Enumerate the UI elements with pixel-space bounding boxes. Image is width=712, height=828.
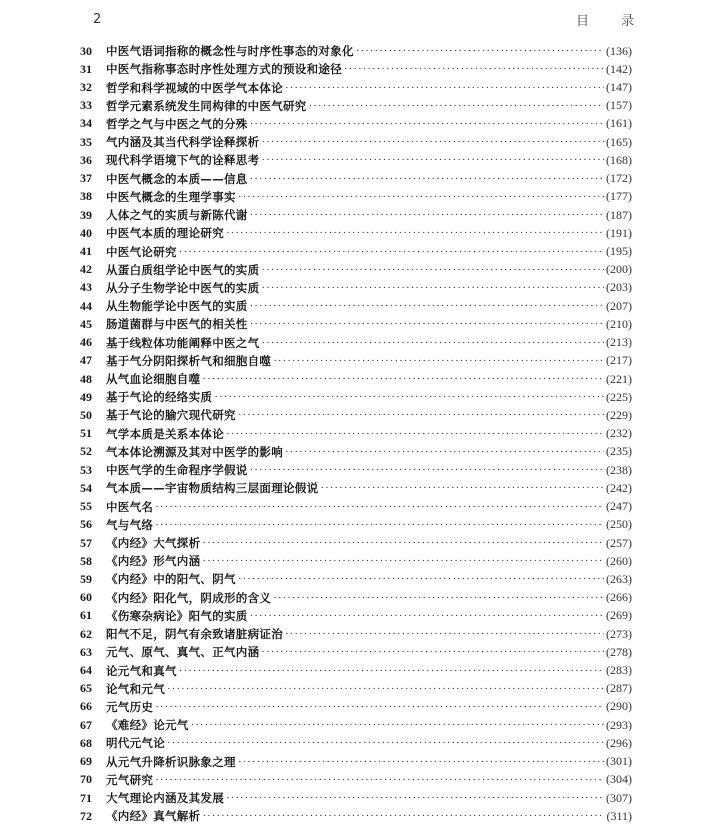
entry-page: (165) bbox=[606, 134, 632, 149]
dot-leader bbox=[250, 300, 604, 312]
dot-leader bbox=[202, 537, 604, 549]
toc-entry[interactable] bbox=[80, 680, 632, 698]
entry-number: 52 bbox=[80, 444, 92, 459]
dot-leader bbox=[202, 373, 604, 385]
dot-leader bbox=[238, 191, 604, 203]
dot-leader bbox=[261, 136, 604, 148]
entry-title: 元气、原气、真气、正气内涵 bbox=[106, 645, 260, 660]
dot-leader bbox=[344, 63, 604, 75]
toc-entry[interactable] bbox=[80, 570, 632, 588]
toc-entry[interactable] bbox=[80, 643, 632, 661]
entry-page: (225) bbox=[606, 389, 632, 404]
toc-entry[interactable] bbox=[80, 133, 632, 151]
dot-leader bbox=[155, 501, 604, 513]
dot-leader bbox=[320, 482, 604, 494]
entry-page: (238) bbox=[606, 462, 632, 477]
toc-entry[interactable] bbox=[80, 279, 632, 297]
entry-number: 31 bbox=[80, 61, 92, 76]
entry-title: 气内涵及其当代科学诠释探析 bbox=[106, 135, 260, 150]
entry-number: 72 bbox=[80, 808, 92, 823]
entry-page: (260) bbox=[606, 553, 632, 568]
dot-leader bbox=[273, 592, 604, 604]
entry-number: 40 bbox=[80, 225, 92, 240]
toc-entry[interactable] bbox=[80, 370, 632, 388]
entry-page: (147) bbox=[606, 80, 632, 95]
entry-number: 65 bbox=[80, 681, 92, 696]
entry-number: 47 bbox=[80, 353, 92, 368]
entry-page: (311) bbox=[606, 808, 632, 823]
entry-title: 中医气学的生命程序学假说 bbox=[106, 463, 248, 478]
entry-number: 34 bbox=[80, 116, 92, 131]
dot-leader bbox=[179, 246, 604, 258]
toc-entry[interactable] bbox=[80, 789, 632, 807]
dot-leader bbox=[238, 573, 604, 585]
dot-leader bbox=[155, 701, 604, 713]
toc-entry[interactable] bbox=[80, 497, 632, 515]
dot-leader bbox=[202, 810, 604, 822]
entry-page: (269) bbox=[606, 608, 632, 623]
toc-entry[interactable] bbox=[80, 734, 632, 752]
entry-title: 中医气指称事态时序性处理方式的预设和途径 bbox=[106, 62, 342, 77]
entry-page: (296) bbox=[606, 735, 632, 750]
dot-leader bbox=[261, 646, 604, 658]
dot-leader bbox=[238, 409, 604, 421]
entry-title: 《伤寒杂病论》阳气的实质 bbox=[106, 608, 248, 623]
entry-title: 气本体论溯源及其对中医学的影响 bbox=[106, 444, 283, 459]
entry-page: (177) bbox=[606, 189, 632, 204]
entry-page: (242) bbox=[606, 480, 632, 495]
entry-number: 37 bbox=[80, 171, 92, 186]
entry-title: 肠道菌群与中医气的相关性 bbox=[106, 317, 248, 332]
toc-entry[interactable] bbox=[80, 771, 632, 789]
running-title: 目 录 bbox=[576, 14, 649, 29]
entry-number: 36 bbox=[80, 152, 92, 167]
entry-page: (247) bbox=[606, 499, 632, 514]
entry-number: 66 bbox=[80, 699, 92, 714]
entry-number: 63 bbox=[80, 644, 92, 659]
entry-number: 69 bbox=[80, 754, 92, 769]
entry-title: 中医气本质的理论研究 bbox=[106, 226, 224, 241]
entry-title: 基于线粒体功能阐释中医之气 bbox=[106, 335, 260, 350]
entry-title: 从元气升降析识脉象之理 bbox=[106, 754, 236, 769]
entry-number: 59 bbox=[80, 571, 92, 586]
entry-title: 《内经》阳化气，阴成形的含义 bbox=[106, 590, 272, 605]
toc-entry[interactable] bbox=[80, 589, 632, 607]
entry-number: 42 bbox=[80, 262, 92, 277]
entry-page: (250) bbox=[606, 517, 632, 532]
entry-number: 55 bbox=[80, 499, 92, 514]
dot-leader bbox=[250, 610, 604, 622]
toc-entry[interactable] bbox=[80, 115, 632, 133]
entry-page: (161) bbox=[606, 116, 632, 131]
toc-entry[interactable] bbox=[80, 60, 632, 78]
entry-page: (187) bbox=[606, 207, 632, 222]
dot-leader bbox=[167, 737, 604, 749]
dot-leader bbox=[285, 82, 604, 94]
entry-number: 62 bbox=[80, 626, 92, 641]
page-number: 2 bbox=[93, 12, 102, 27]
toc-entry[interactable] bbox=[80, 661, 632, 679]
toc-entry[interactable] bbox=[80, 406, 632, 424]
entry-number: 35 bbox=[80, 134, 92, 149]
toc-entry[interactable] bbox=[80, 188, 632, 206]
entry-page: (257) bbox=[606, 535, 632, 550]
entry-title: 中医气语词指称的概念性与时序性事态的对象化 bbox=[106, 44, 354, 59]
dot-leader bbox=[261, 264, 604, 276]
entry-title: 基于气论的经络实质 bbox=[106, 390, 213, 405]
entry-page: (195) bbox=[606, 244, 632, 259]
entry-title: 明代元气论 bbox=[106, 736, 165, 751]
toc-entry[interactable] bbox=[80, 552, 632, 570]
toc-entry[interactable] bbox=[80, 625, 632, 643]
entry-title: 基于气论的腧穴现代研究 bbox=[106, 408, 236, 423]
dot-leader bbox=[167, 683, 604, 695]
entry-page: (217) bbox=[606, 353, 632, 368]
entry-page: (136) bbox=[606, 43, 632, 58]
entry-page: (273) bbox=[606, 626, 632, 641]
entry-title: 《内经》形气内涵 bbox=[106, 554, 201, 569]
entry-title: 从气血论细胞自噬 bbox=[106, 372, 201, 387]
entry-number: 67 bbox=[80, 717, 92, 732]
toc-entry[interactable] bbox=[80, 42, 632, 60]
dot-leader bbox=[226, 227, 604, 239]
entry-number: 51 bbox=[80, 426, 92, 441]
dot-leader bbox=[191, 719, 604, 731]
entry-title: 元气研究 bbox=[106, 772, 154, 787]
entry-page: (301) bbox=[606, 754, 632, 769]
entry-number: 41 bbox=[80, 244, 92, 259]
entry-page: (304) bbox=[606, 772, 632, 787]
dot-leader bbox=[356, 45, 604, 57]
toc-entry[interactable] bbox=[80, 334, 632, 352]
dot-leader bbox=[202, 555, 604, 567]
dot-leader bbox=[261, 154, 604, 166]
entry-number: 70 bbox=[80, 772, 92, 787]
entry-title: 中医气论研究 bbox=[106, 244, 177, 259]
dot-leader bbox=[155, 519, 604, 531]
entry-number: 39 bbox=[80, 207, 92, 222]
entry-number: 50 bbox=[80, 407, 92, 422]
entry-title: 《内经》大气探析 bbox=[106, 536, 201, 551]
toc-entry[interactable] bbox=[80, 242, 632, 260]
entry-number: 56 bbox=[80, 517, 92, 532]
toc-entry[interactable] bbox=[80, 151, 632, 169]
entry-page: (232) bbox=[606, 426, 632, 441]
dot-leader bbox=[238, 756, 604, 768]
entry-page: (213) bbox=[606, 335, 632, 350]
toc-entry[interactable] bbox=[80, 443, 632, 461]
dot-leader bbox=[226, 792, 604, 804]
dot-leader bbox=[261, 282, 604, 294]
toc-entry[interactable] bbox=[80, 461, 632, 479]
dot-leader bbox=[155, 774, 604, 786]
entry-page: (142) bbox=[606, 61, 632, 76]
dot-leader bbox=[285, 446, 604, 458]
entry-page: (266) bbox=[606, 590, 632, 605]
entry-page: (229) bbox=[606, 407, 632, 422]
entry-number: 46 bbox=[80, 335, 92, 350]
toc-entry[interactable] bbox=[80, 224, 632, 242]
entry-number: 54 bbox=[80, 480, 92, 495]
dot-leader bbox=[250, 173, 604, 185]
dot-leader bbox=[261, 337, 604, 349]
dot-leader bbox=[226, 428, 604, 440]
toc-entry[interactable] bbox=[80, 753, 632, 771]
entry-title: 气学本质是关系本体论 bbox=[106, 426, 224, 441]
entry-title: 从生物能学论中医气的实质 bbox=[106, 299, 248, 314]
toc-entry[interactable] bbox=[80, 170, 632, 188]
entry-number: 38 bbox=[80, 189, 92, 204]
entry-number: 61 bbox=[80, 608, 92, 623]
dot-leader bbox=[309, 100, 604, 112]
entry-number: 45 bbox=[80, 316, 92, 331]
entry-page: (200) bbox=[606, 262, 632, 277]
toc-entry[interactable] bbox=[80, 206, 632, 224]
entry-title: 中医气概念的本质——信息 bbox=[106, 171, 248, 186]
entry-title: 气与气络 bbox=[106, 517, 154, 532]
entry-title: 中医气概念的生理学事实 bbox=[106, 189, 236, 204]
dot-leader bbox=[250, 318, 604, 330]
entry-page: (221) bbox=[606, 371, 632, 386]
entry-number: 68 bbox=[80, 735, 92, 750]
entry-title: 气本质——宇宙物质结构三层面理论假说 bbox=[106, 481, 319, 496]
entry-title: 哲学和科学视域的中医学气本体论 bbox=[106, 80, 283, 95]
entry-title: 从分子生物学论中医气的实质 bbox=[106, 280, 260, 295]
entry-title: 论元气和真气 bbox=[106, 663, 177, 678]
entry-number: 48 bbox=[80, 371, 92, 386]
entry-number: 33 bbox=[80, 98, 92, 113]
entry-number: 53 bbox=[80, 462, 92, 477]
entry-number: 60 bbox=[80, 590, 92, 605]
entry-title: 大气理论内涵及其发展 bbox=[106, 791, 224, 806]
entry-title: 阳气不足，阴气有余致诸脏病证治 bbox=[106, 627, 283, 642]
entry-page: (210) bbox=[606, 316, 632, 331]
toc-entry[interactable] bbox=[80, 607, 632, 625]
dot-leader bbox=[214, 391, 604, 403]
toc-entry[interactable] bbox=[80, 534, 632, 552]
toc-entry[interactable] bbox=[80, 388, 632, 406]
entry-title: 论气和元气 bbox=[106, 681, 165, 696]
entry-title: 哲学元素系统发生同构律的中医气研究 bbox=[106, 98, 307, 113]
entry-number: 57 bbox=[80, 535, 92, 550]
entry-page: (172) bbox=[606, 171, 632, 186]
dot-leader bbox=[179, 665, 604, 677]
entry-page: (203) bbox=[606, 280, 632, 295]
toc-entry[interactable] bbox=[80, 78, 632, 96]
table-of-contents bbox=[80, 42, 632, 825]
entry-title: 《内经》中的阳气、阴气 bbox=[106, 572, 236, 587]
entry-page: (278) bbox=[606, 644, 632, 659]
entry-page: (235) bbox=[606, 444, 632, 459]
toc-entry[interactable] bbox=[80, 516, 632, 534]
toc-entry[interactable] bbox=[80, 425, 632, 443]
toc-entry[interactable] bbox=[80, 698, 632, 716]
entry-page: (287) bbox=[606, 681, 632, 696]
entry-page: (191) bbox=[606, 225, 632, 240]
toc-entry[interactable] bbox=[80, 297, 632, 315]
entry-page: (293) bbox=[606, 717, 632, 732]
entry-title: 《难经》论元气 bbox=[106, 718, 189, 733]
entry-title: 从蛋白质组学论中医气的实质 bbox=[106, 262, 260, 277]
dot-leader bbox=[285, 628, 604, 640]
toc-entry[interactable] bbox=[80, 261, 632, 279]
toc-entry[interactable] bbox=[80, 352, 632, 370]
entry-title: 《内经》真气解析 bbox=[106, 809, 201, 824]
dot-leader bbox=[250, 209, 604, 221]
entry-number: 71 bbox=[80, 790, 92, 805]
entry-page: (157) bbox=[606, 98, 632, 113]
dot-leader bbox=[273, 355, 604, 367]
entry-title: 现代科学语境下气的诠释思考 bbox=[106, 153, 260, 168]
entry-page: (207) bbox=[606, 298, 632, 313]
toc-entry[interactable] bbox=[80, 479, 632, 497]
entry-page: (283) bbox=[606, 663, 632, 678]
entry-page: (168) bbox=[606, 152, 632, 167]
toc-entry[interactable] bbox=[80, 807, 632, 825]
entry-number: 64 bbox=[80, 663, 92, 678]
entry-title: 元气历史 bbox=[106, 699, 154, 714]
toc-entry[interactable] bbox=[80, 315, 632, 333]
entry-page: (263) bbox=[606, 571, 632, 586]
toc-entry[interactable] bbox=[80, 97, 632, 115]
toc-entry[interactable] bbox=[80, 716, 632, 734]
entry-title: 人体之气的实质与新陈代谢 bbox=[106, 208, 248, 223]
entry-title: 哲学之气与中医之气的分殊 bbox=[106, 116, 248, 131]
entry-title: 基于气分阴阳探析气和细胞自噬 bbox=[106, 353, 272, 368]
entry-number: 43 bbox=[80, 280, 92, 295]
dot-leader bbox=[250, 464, 604, 476]
entry-page: (290) bbox=[606, 699, 632, 714]
dot-leader bbox=[250, 118, 604, 130]
entry-title: 中医气名 bbox=[106, 499, 154, 514]
entry-number: 49 bbox=[80, 389, 92, 404]
entry-number: 32 bbox=[80, 80, 92, 95]
entry-page: (307) bbox=[606, 790, 632, 805]
entry-number: 58 bbox=[80, 553, 92, 568]
entry-number: 44 bbox=[80, 298, 92, 313]
entry-number: 30 bbox=[80, 43, 92, 58]
